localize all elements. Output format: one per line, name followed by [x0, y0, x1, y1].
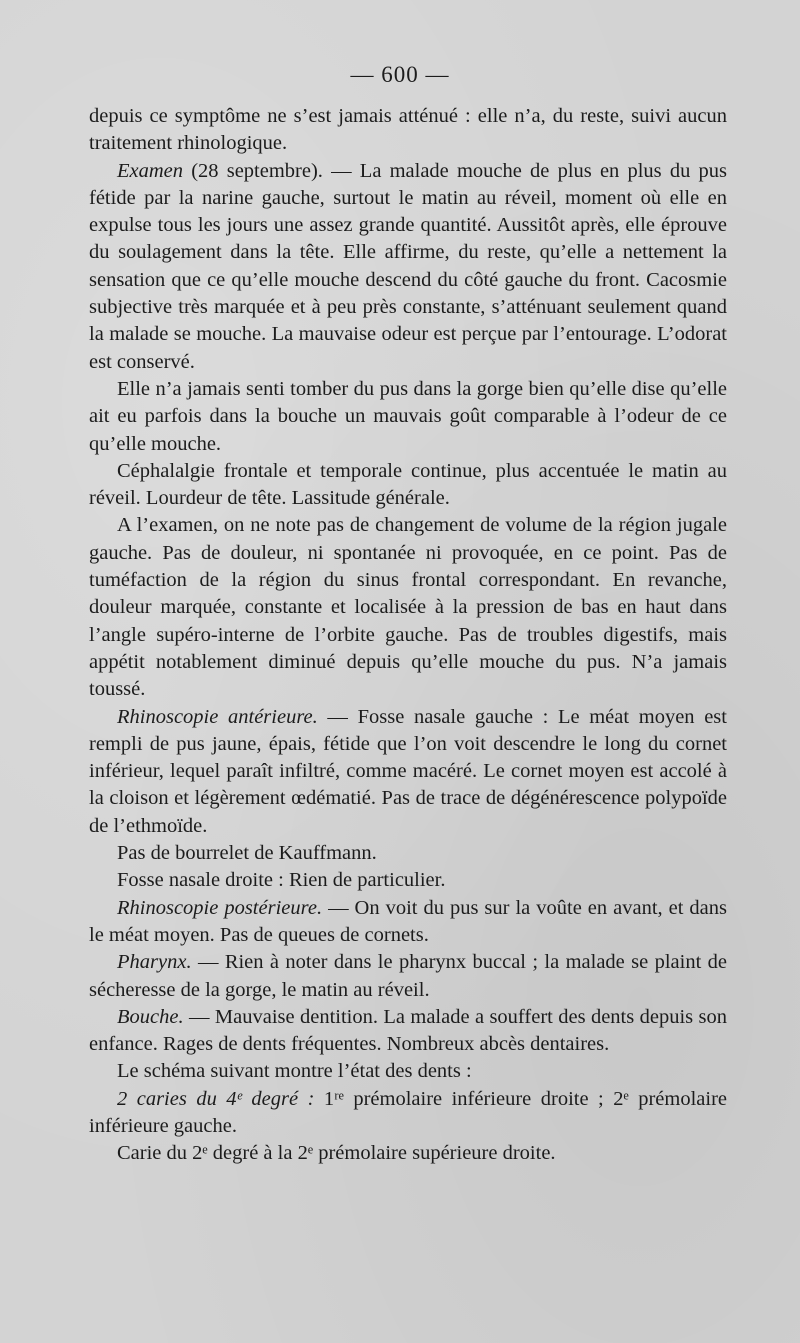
- paragraph-text: — On voit du pus sur la voûte en avant, et dans le méat moyen. Pas de queues de cornets.: [89, 896, 728, 946]
- paragraph: [89, 512, 727, 703]
- paragraph-lead: Rhinoscopie antérieure.: [117, 705, 318, 728]
- paragraph: [89, 1058, 727, 1085]
- paragraph-lead: Bouche.: [117, 1005, 184, 1028]
- paragraph-text: Céphalalgie frontale et temporale continue, plus accentuée le matin au réveil. Lourdeur de tête. Lassitude générale.: [89, 459, 727, 510]
- paragraph-text: — Rien à noter dans le pharynx buccal ; la malade se plaint de sécheresse de la gorge, le matin au réveil.: [89, 951, 727, 1001]
- paragraph-lead: Examen: [117, 159, 184, 182]
- paragraph: [89, 1004, 727, 1059]
- paragraph: [89, 867, 727, 894]
- paragraph-text: A l’examen, on ne note pas de changement de volume de la région jugale gauche. Pas de douleur, ni spontanée ni provoquée, en ce point. Pas de tuméfaction de la région du sinus frontal correspondant. En revanche, douleur marquée, constante et localisée à la pression de bas en haut dans l’angle supéro-interne de l’orbite gauche. Pas de troubles digestifs, mais appétit notablement diminué depuis qu’elle mouche du pus. N’a jamais toussé.: [89, 514, 727, 701]
- paragraph: [89, 458, 727, 513]
- paragraph: [89, 158, 727, 376]
- paragraph-lead: 2 caries du 4ᵉ degré :: [117, 1087, 315, 1110]
- paragraph: [89, 840, 727, 867]
- paragraph-text: Fosse nasale droite : Rien de particulier.: [117, 869, 446, 892]
- paragraph: [89, 103, 727, 158]
- paragraph-lead: Rhinoscopie postérieure.: [117, 896, 323, 919]
- paragraph: [89, 949, 727, 1004]
- paragraph: [89, 376, 727, 458]
- page-number: — 600 —: [350, 62, 450, 87]
- paragraph: [89, 704, 727, 840]
- paragraph: [89, 1140, 727, 1167]
- paragraph-text: 1ʳᵉ prémolaire inférieure droite ; 2ᵉ prémolaire inférieure gauche.: [89, 1087, 728, 1137]
- paragraph-text: depuis ce symptôme ne s’est jamais atténué : elle n’a, du reste, suivi aucun traitement rhinologique.: [89, 105, 727, 155]
- paragraph-text: Carie du 2ᵉ degré à la 2ᵉ prémolaire supérieure droite.: [117, 1142, 556, 1165]
- paragraph-text: (28 septembre). — La malade mouche de plus en plus du pus fétide par la narine gauche, surtout le matin au réveil, moment où elle en expulse tous les jours une assez grande quantité. Aussitôt après, elle éprouve du soulagement dans la tête. Elle affirme, du reste, qu’elle a nettement la sensation que ce qu’elle mouche descend du côté gauche du front. Cacosmie subjective très marquée et à peu près constante, s’atténuant seulement quand la malade se mouche. La mauvaise odeur est perçue par l’entourage. L’odorat est conservé.: [89, 159, 727, 373]
- paragraph: [89, 1086, 727, 1141]
- paragraph-text: — Fosse nasale gauche : Le méat moyen est rempli de pus jaune, épais, fétide que l’on voit descendre le long du cornet inférieur, lequel paraît infiltré, comme macéré. Le cornet moyen est accolé à la cloison et légèrement œdématié. Pas de trace de dégénérescence polypoïde de l’ethmoïde.: [89, 705, 727, 837]
- paragraph-text: Pas de bourrelet de Kauffmann.: [117, 842, 377, 865]
- paragraph-lead: Pharynx.: [117, 951, 192, 974]
- paragraph: [89, 895, 727, 950]
- paragraph-text: Le schéma suivant montre l’état des dents :: [117, 1060, 472, 1083]
- paragraph-text: — Mauvaise dentition. La malade a souffert des dents depuis son enfance. Rages de dents fréquentes. Nombreux abcès dentaires.: [89, 1005, 727, 1056]
- paragraph-text: Elle n’a jamais senti tomber du pus dans la gorge bien qu’elle dise qu’elle ait eu parfois dans la bouche un mauvais goût comparable à l’odeur de ce qu’elle mouche.: [89, 377, 727, 455]
- body-text: [89, 103, 727, 1168]
